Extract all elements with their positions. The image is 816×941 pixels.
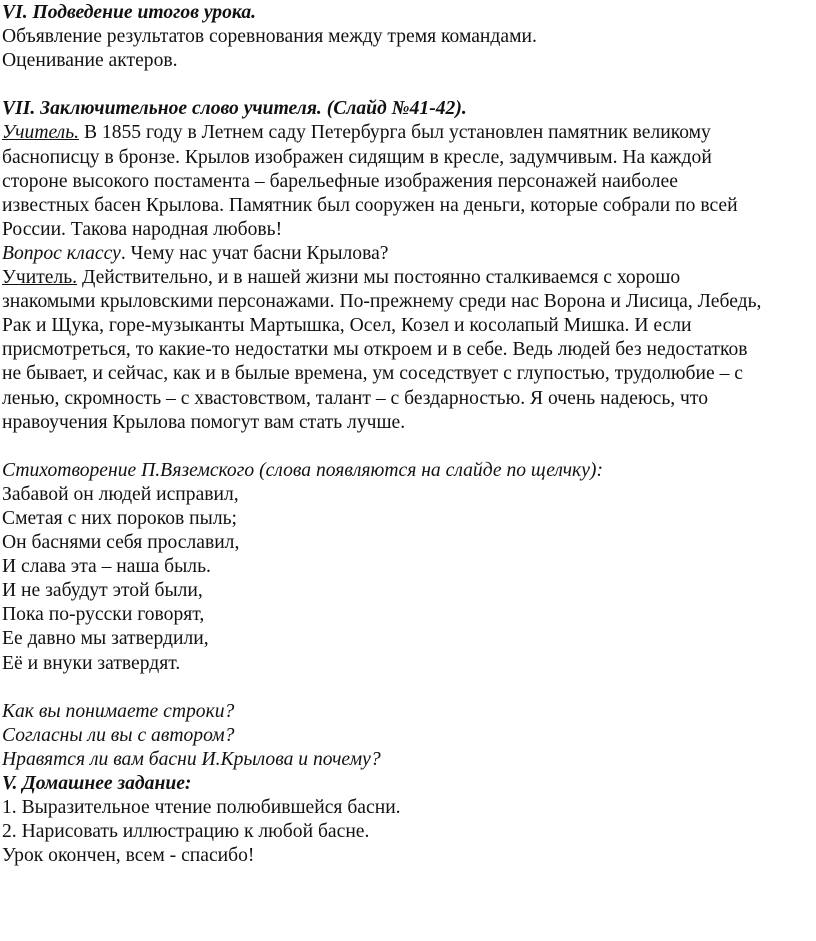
homework-item: 1. Выразительное чтение полюбившейся басни. [2,797,401,819]
blank-line [2,676,810,700]
paragraph-1-line: баснописцу в бронзе. Крылов изображен сидящим в кресле, задумчивым. На каждой [2,146,712,168]
poem-line: Он баснями себя прославил, [2,532,240,554]
blank-line [2,435,810,459]
section-6-heading: VI. Подведение итогов урока. [2,2,257,23]
poem-line: Её и внуки затвердят. [2,652,181,674]
homework-heading: V. Домашнее задание: [2,773,192,794]
discussion-question: Согласны ли вы с автором? [2,724,235,746]
poem-intro: Стихотворение П.Вяземского (слова появляются на слайде по щелчку): [2,459,603,481]
teacher-label: Учитель. [2,122,80,144]
paragraph-1-text: В 1855 году в Летнем саду Петербурга был установлен памятник великому [79,122,711,144]
paragraph-1-line: стороне высокого постамента – барельефные изображения персонажей наиболее [2,170,678,192]
poem-line: Забавой он людей исправил, [2,483,239,505]
poem-line: И не забудут этой были, [2,580,203,602]
discussion-question: Как вы понимаете строки? [2,700,235,722]
closing-line: Урок окончен, всем - спасибо! [2,845,255,867]
discussion-question: Нравятся ли вам басни И.Крылова и почему? [2,748,381,770]
paragraph-2-line: знакомыми крыловскими персонажами. По-прежнему среди нас Ворона и Лисица, Лебедь, [2,291,762,313]
poem-line: И слава эта – наша быль. [2,556,211,578]
paragraph-2-line: Рак и Щука, горе-музыканты Мартышка, Осел, Козел и косолапый Мишка. И если [2,315,692,337]
paragraph-2-line: нравоучения Крылова помогут вам стать лучше. [2,411,406,433]
teacher-label: Учитель. [2,267,78,289]
paragraph-1-line: известных басен Крылова. Памятник был сооружен на деньги, которые собрали по всей [2,194,738,216]
section-6-line: Оценивание актеров. [2,50,178,72]
paragraph-1-line: России. Такова народная любовь! [2,218,283,240]
question-line [2,242,810,266]
paragraph-2-line: ленью, скромность – с хвастовством, талант – с бездарностью. Я очень надеюсь, что [2,387,709,409]
poem-line: Ее давно мы затвердили, [2,628,209,650]
paragraph-2-line [2,266,810,290]
paragraph-2-line: присмотреться, то какие-то недостатки мы откроем и в себе. Ведь людей без недостатков [2,339,748,361]
blank-line [2,73,810,97]
poem-line: Сметая с них пороков пыль; [2,507,237,529]
section-7-heading: VII. Заключительное слово учителя. (Слайд №41-42). [2,98,467,120]
question-label: Вопрос классу [2,242,121,264]
paragraph-1-line [2,121,810,145]
section-6-line: Объявление результатов соревнования между тремя командами. [2,26,537,48]
homework-item: 2. Нарисовать иллюстрацию к любой басне. [2,821,370,843]
question-text: . Чему нас учат басни Крылова? [120,242,389,264]
paragraph-2-line: не бывает, и сейчас, как и в былые времена, ум соседствует с глупостью, трудолюбие – с [2,363,743,385]
paragraph-2-text: Действительно, и в нашей жизни мы постоянно сталкиваемся с хорошо [77,267,681,289]
poem-line: Пока по-русски говорят, [2,604,205,626]
